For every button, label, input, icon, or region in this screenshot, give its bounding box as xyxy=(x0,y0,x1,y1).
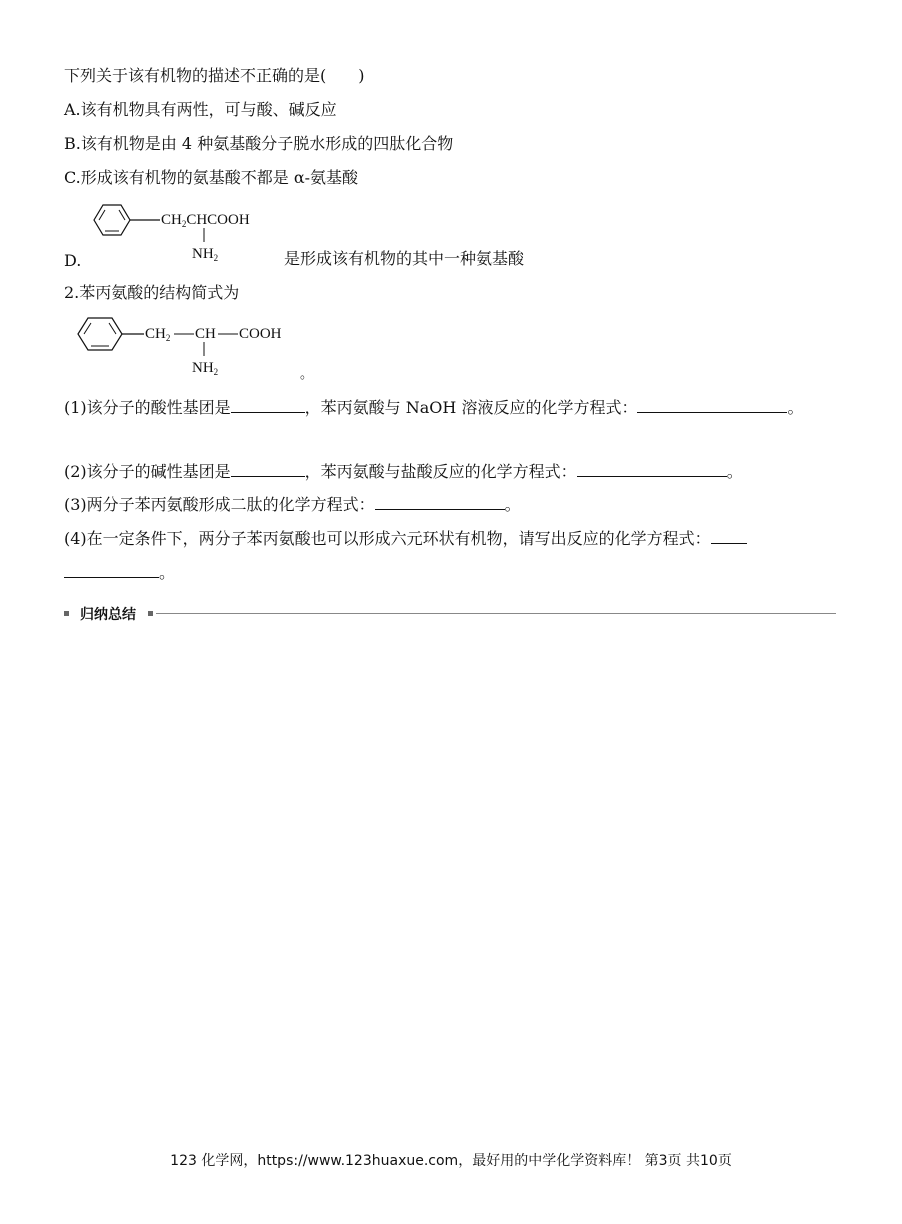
phenylalanine-formula xyxy=(68,312,318,382)
p4-blank-2[interactable] xyxy=(64,563,159,578)
q2-stem: 2.苯丙氨酸的结构简式为 xyxy=(64,283,240,302)
summary-heading xyxy=(64,604,836,624)
p3-text-a: (3)两分子苯丙氨酸形成二肽的化学方程式： xyxy=(64,495,375,514)
p2-end: 。 xyxy=(726,462,743,481)
p2-text-a: (2)该分子的碱性基团是 xyxy=(64,462,231,481)
d-nh: NH xyxy=(192,246,214,262)
d-rest: CHCOOH xyxy=(186,212,250,228)
p4-text-a: (4)在一定条件下，两分子苯丙氨酸也可以形成六元环状有机物，请写出反应的化学方程式： xyxy=(64,529,711,548)
p3-blank[interactable] xyxy=(375,495,505,510)
p1-blank-1[interactable] xyxy=(231,398,305,413)
q1-option-d-text: 是形成该有机物的其中一种氨基酸 xyxy=(284,249,525,268)
svg-text:NH2 xyxy=(192,360,218,377)
q2-part-1 xyxy=(64,398,803,418)
q1-option-b: B.该有机物是由 4 种氨基酸分子脱水形成的四肽化合物 xyxy=(64,134,454,153)
summary-divider xyxy=(156,613,836,614)
d-nh-sub: 2 xyxy=(213,253,219,263)
p4-end: 。 xyxy=(159,563,176,582)
q2-part-4 xyxy=(64,529,747,549)
svg-text:CH2CHCOOH xyxy=(161,212,250,229)
p2-blank-2[interactable] xyxy=(577,462,727,477)
ch2-text: CH xyxy=(145,326,166,342)
p1-end: 。 xyxy=(787,398,804,417)
q1-option-a: A.该有机物具有两性，可与酸、碱反应 xyxy=(64,100,337,119)
nh2-sub: 2 xyxy=(213,367,219,377)
q1-stem: 下列关于该有机物的描述不正确的是( ) xyxy=(64,66,365,85)
q2-part-4-continuation xyxy=(64,563,175,583)
summary-label: 归纳总结 xyxy=(80,607,136,623)
p1-text-b: ，苯丙氨酸与 NaOH 溶液反应的化学方程式： xyxy=(304,398,638,417)
svg-text:NH2 xyxy=(192,246,218,263)
d-ch-sub: 2 xyxy=(181,219,187,229)
q1-option-d-label: D. xyxy=(64,251,82,270)
ch2-sub: 2 xyxy=(165,333,171,343)
d-ch: CH xyxy=(161,212,182,228)
cooh-text: COOH xyxy=(239,326,282,342)
benzene-ring xyxy=(78,318,122,350)
page-footer: 123 化学网，https://www.123huaxue.com，最好用的中学化学资料库！ 第3页 共10页 xyxy=(170,1153,732,1169)
structure-d-formula xyxy=(84,198,284,268)
ch-text: CH xyxy=(195,326,216,342)
q1-option-c: C.形成该有机物的氨基酸不都是 α-氨基酸 xyxy=(64,168,359,187)
p1-text-a: (1)该分子的酸性基团是 xyxy=(64,398,231,417)
nh2-text: NH xyxy=(192,360,214,376)
summary-square-icon xyxy=(64,611,69,616)
p2-text-b: ，苯丙氨酸与盐酸反应的化学方程式： xyxy=(304,462,577,481)
svg-text:CH2 xyxy=(145,326,170,343)
q2-part-3 xyxy=(64,495,521,515)
p4-blank-1[interactable] xyxy=(711,529,747,544)
q2-part-2 xyxy=(64,462,743,482)
structure-end: 。 xyxy=(300,366,314,381)
p2-blank-1[interactable] xyxy=(231,462,305,477)
p1-blank-2[interactable] xyxy=(637,398,787,413)
p3-end: 。 xyxy=(504,495,521,514)
summary-square-icon-2 xyxy=(148,611,153,616)
